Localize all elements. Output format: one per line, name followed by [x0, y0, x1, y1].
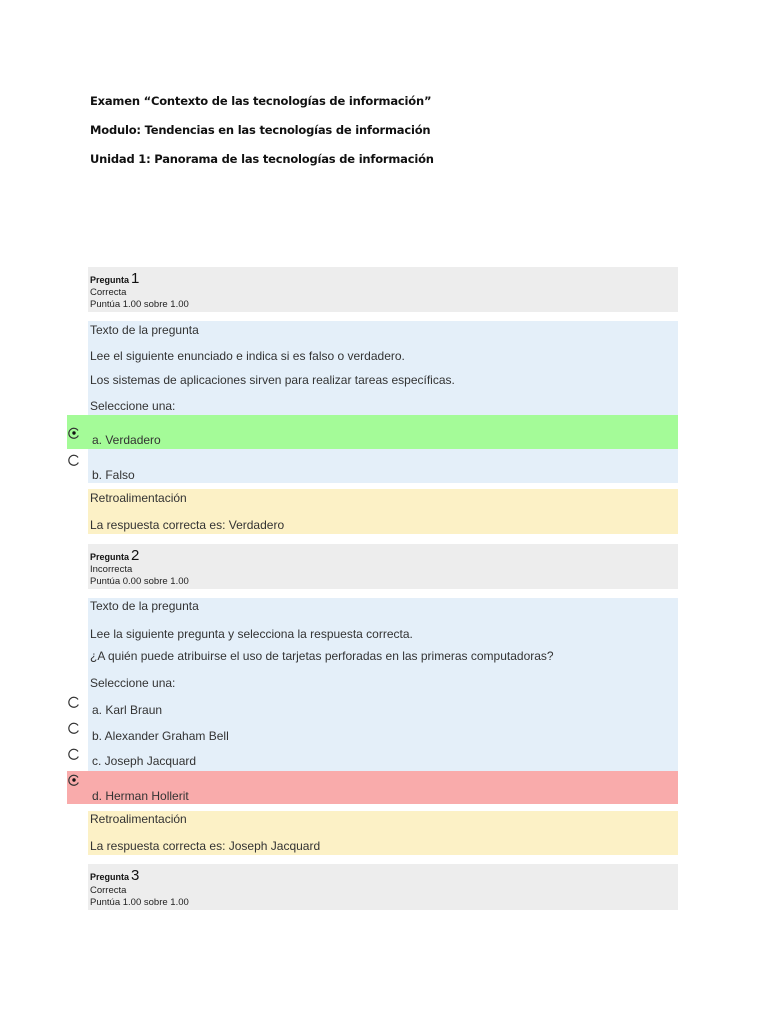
question-3-grade: Puntúa 1.00 sobre 1.00 — [90, 897, 189, 908]
question-3-state: Correcta — [90, 885, 127, 896]
radio-unchecked-icon[interactable] — [67, 695, 81, 709]
radio-checked-icon[interactable] — [67, 426, 81, 440]
question-1-select-label: Seleccione una: — [90, 399, 176, 413]
question-1-feedback-label: Retroalimentación — [90, 491, 187, 505]
question-1-instruction: Lee el siguiente enunciado e indica si es falso o verdadero. — [90, 349, 405, 363]
question-2-state: Incorrecta — [90, 564, 133, 575]
question-1-number: 1 — [131, 270, 140, 287]
question-1-grade: Puntúa 1.00 sobre 1.00 — [90, 299, 189, 310]
question-1-label: Pregunta — [90, 275, 130, 285]
module-title: Modulo: Tendencias en las tecnologías de información — [90, 123, 431, 137]
question-1-content — [88, 321, 678, 483]
question-3-label: Pregunta — [90, 872, 130, 882]
question-2-grade: Puntúa 0.00 sobre 1.00 — [90, 576, 189, 587]
question-1-option-a[interactable]: a. Verdadero — [92, 433, 161, 447]
question-3-number: 3 — [131, 867, 140, 884]
question-2-option-b[interactable]: b. Alexander Graham Bell — [92, 729, 229, 743]
question-1-info — [88, 267, 678, 312]
question-3-info — [88, 864, 678, 910]
question-2-select-label: Seleccione una: — [90, 676, 176, 690]
question-2-option-c[interactable]: c. Joseph Jacquard — [92, 754, 197, 768]
question-1-text-label: Texto de la pregunta — [90, 323, 199, 337]
question-1-state: Correcta — [90, 287, 127, 298]
question-1-statement: Los sistemas de aplicaciones sirven para realizar tareas específicas. — [90, 373, 455, 387]
question-2-statement: ¿A quién puede atribuirse el uso de tarjetas perforadas en las primeras computadoras? — [90, 649, 554, 663]
question-1-feedback — [88, 489, 678, 534]
question-2-instruction: Lee la siguiente pregunta y selecciona la respuesta correcta. — [90, 627, 413, 641]
question-2-heading — [90, 547, 139, 564]
radio-checked-icon[interactable] — [67, 773, 81, 787]
question-2-number: 2 — [131, 547, 140, 564]
question-1-option-b[interactable]: b. Falso — [92, 468, 135, 482]
question-2-correct-answer: La respuesta correcta es: Joseph Jacquard — [90, 839, 321, 853]
question-1-correct-answer: La respuesta correcta es: Verdadero — [90, 518, 285, 532]
radio-unchecked-icon[interactable] — [67, 747, 81, 761]
radio-unchecked-icon[interactable] — [67, 453, 81, 467]
question-2-feedback-label: Retroalimentación — [90, 812, 187, 826]
question-3-heading — [90, 867, 139, 884]
radio-unchecked-icon[interactable] — [67, 721, 81, 735]
question-2-label: Pregunta — [90, 552, 130, 562]
question-2-option-d[interactable]: d. Herman Hollerit — [92, 789, 189, 803]
question-2-text-label: Texto de la pregunta — [90, 599, 199, 613]
question-2-info — [88, 544, 678, 589]
exam-title: Examen “Contexto de las tecnologías de información” — [90, 94, 432, 108]
question-1-heading — [90, 270, 139, 287]
unit-title: Unidad 1: Panorama de las tecnologías de información — [90, 152, 434, 166]
question-2-option-a[interactable]: a. Karl Braun — [92, 703, 163, 717]
question-2-feedback — [88, 811, 678, 855]
